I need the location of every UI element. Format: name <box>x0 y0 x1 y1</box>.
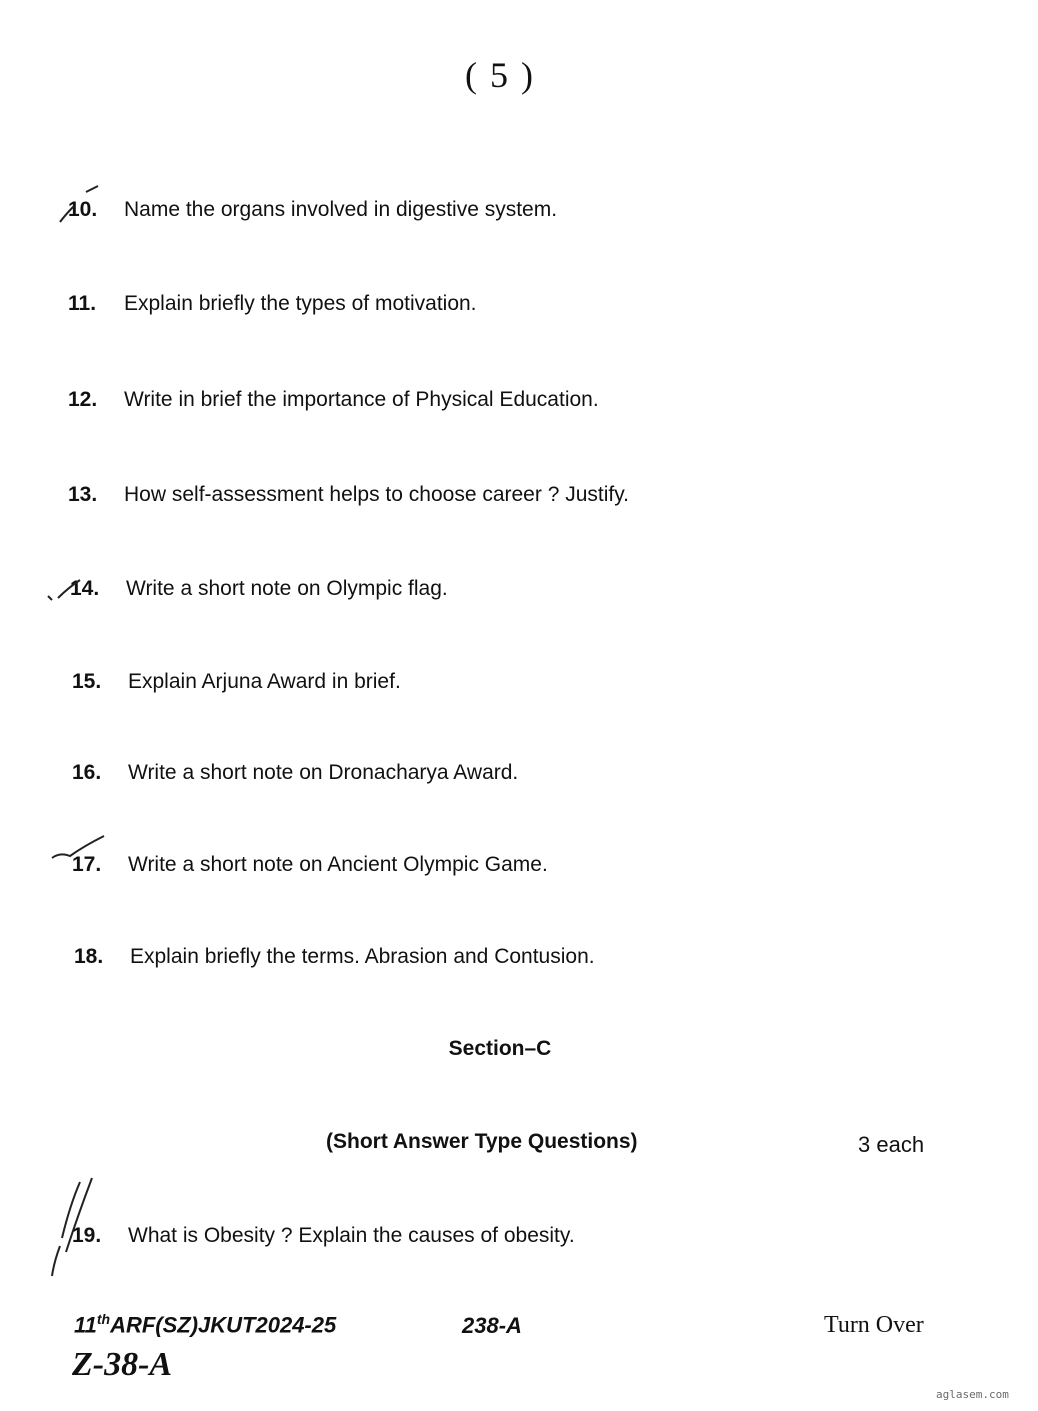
question-number: 17. <box>72 853 102 876</box>
exam-code: 11thARF(SZ)JKUT2024-25 <box>74 1311 337 1338</box>
question-text: Write a short note on Olympic flag. <box>126 577 448 600</box>
section-subtitle: (Short Answer Type Questions) <box>326 1130 638 1153</box>
question-number: 15. <box>72 670 102 693</box>
page-number: ( 5 ) <box>465 55 535 95</box>
question-text: Name the organs involved in digestive system. <box>124 198 558 221</box>
watermark: aglasem.com <box>936 1388 1009 1401</box>
question-number: 11. <box>68 292 97 315</box>
tick-mark-q17 <box>52 836 104 858</box>
question-number: 14. <box>70 577 100 600</box>
question-text: Explain briefly the terms. Abrasion and Contusion. <box>130 945 595 968</box>
set-code: Z-38-A <box>72 1346 173 1383</box>
marks-per-question: 3 each <box>858 1132 925 1157</box>
question-number: 13. <box>68 483 98 506</box>
tick-mark-q10 <box>60 186 98 222</box>
question-number: 10. <box>68 198 98 221</box>
question-text: Explain Arjuna Award in brief. <box>128 670 401 693</box>
question-number: 18. <box>74 945 104 968</box>
section-title: Section–C <box>448 1037 552 1060</box>
question-text: Write a short note on Dronacharya Award. <box>128 761 519 784</box>
tick-mark-q14 <box>48 580 80 600</box>
paper-code: 238-A <box>462 1313 522 1338</box>
turn-over-label: Turn Over <box>824 1312 924 1338</box>
question-text: Write in brief the importance of Physical Education. <box>124 388 599 411</box>
question-number: 19. <box>72 1224 102 1247</box>
question-number: 16. <box>72 761 102 784</box>
question-text: Explain briefly the types of motivation. <box>124 292 477 315</box>
question-text: What is Obesity ? Explain the causes of obesity. <box>128 1224 575 1247</box>
question-text: Write a short note on Ancient Olympic Game. <box>128 853 548 876</box>
question-number: 12. <box>68 388 98 411</box>
tick-mark-q19 <box>52 1178 92 1276</box>
question-text: How self-assessment helps to choose career ? Justify. <box>124 483 629 506</box>
